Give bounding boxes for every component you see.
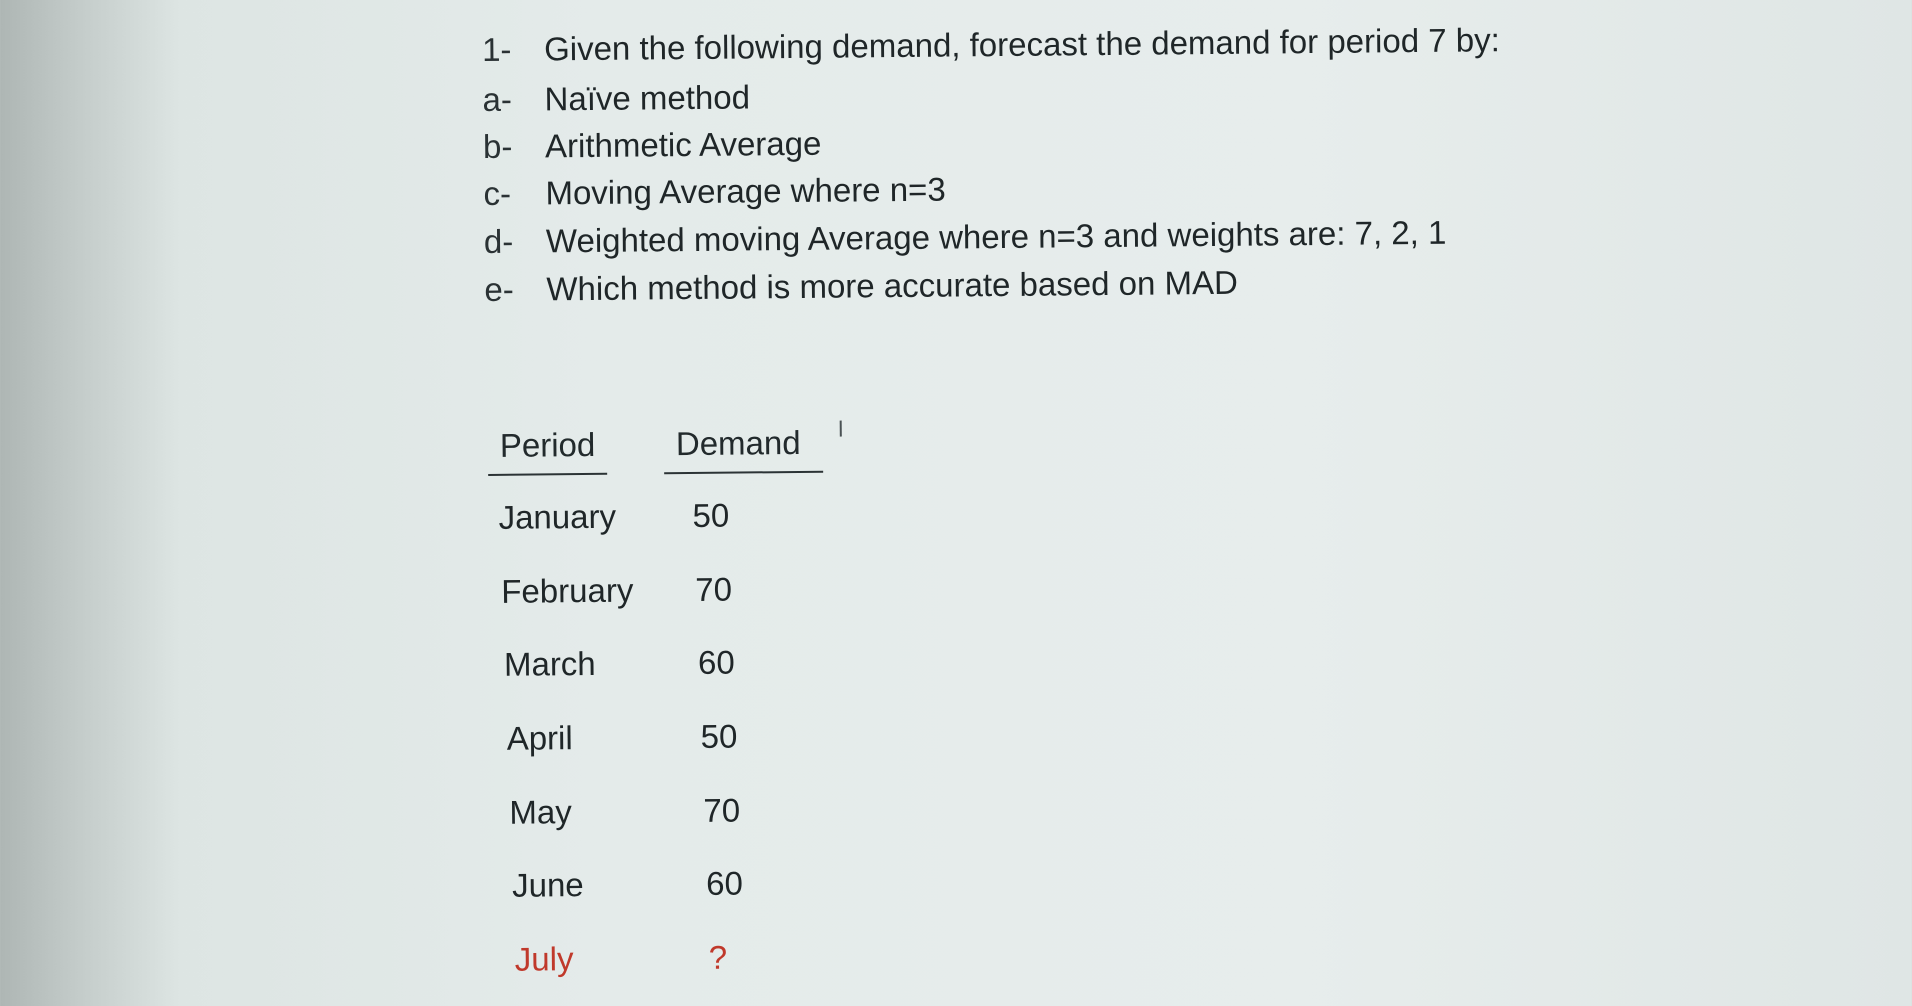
part-text: Weighted moving Average where n=3 and weights are: 7, 2, 1	[545, 213, 1447, 260]
question-text: Given the following demand, forecast the demand for period 7 by:	[543, 21, 1500, 68]
text-cursor-mark	[840, 421, 842, 437]
demand-cell: 60	[705, 864, 744, 902]
demand-cell: 50	[700, 717, 738, 755]
question-number: 1-	[481, 30, 512, 68]
period-cell: May	[509, 793, 572, 831]
period-cell: March	[503, 644, 596, 683]
period-cell-future: July	[514, 940, 574, 978]
part-marker: e-	[484, 270, 514, 308]
demand-cell: 50	[692, 496, 730, 534]
part-text: Arithmetic Average	[544, 124, 822, 165]
question-part-e	[484, 263, 1238, 310]
question-part-c	[483, 170, 946, 214]
period-column-header: Period	[488, 425, 608, 476]
question-prompt	[482, 20, 1500, 70]
demand-cell: 60	[697, 643, 735, 681]
period-cell: June	[511, 866, 584, 904]
period-cell: February	[501, 571, 634, 610]
demand-cell: 70	[695, 570, 733, 608]
part-text: Which method is more accurate based on MAD	[546, 263, 1239, 308]
part-marker: d-	[483, 222, 514, 260]
part-marker: a-	[482, 80, 513, 118]
question-part-d	[484, 213, 1447, 262]
demand-cell-unknown: ?	[708, 938, 728, 976]
demand-column-header: Demand	[664, 423, 823, 475]
question-part-b	[483, 124, 822, 167]
period-cell: January	[498, 497, 617, 536]
part-marker: c-	[483, 174, 512, 212]
demand-cell: 70	[703, 791, 741, 829]
period-cell: April	[506, 719, 573, 757]
part-marker: b-	[482, 127, 513, 165]
part-text: Moving Average where n=3	[545, 170, 946, 212]
question-part-a	[482, 77, 750, 120]
part-text: Naïve method	[544, 78, 751, 118]
